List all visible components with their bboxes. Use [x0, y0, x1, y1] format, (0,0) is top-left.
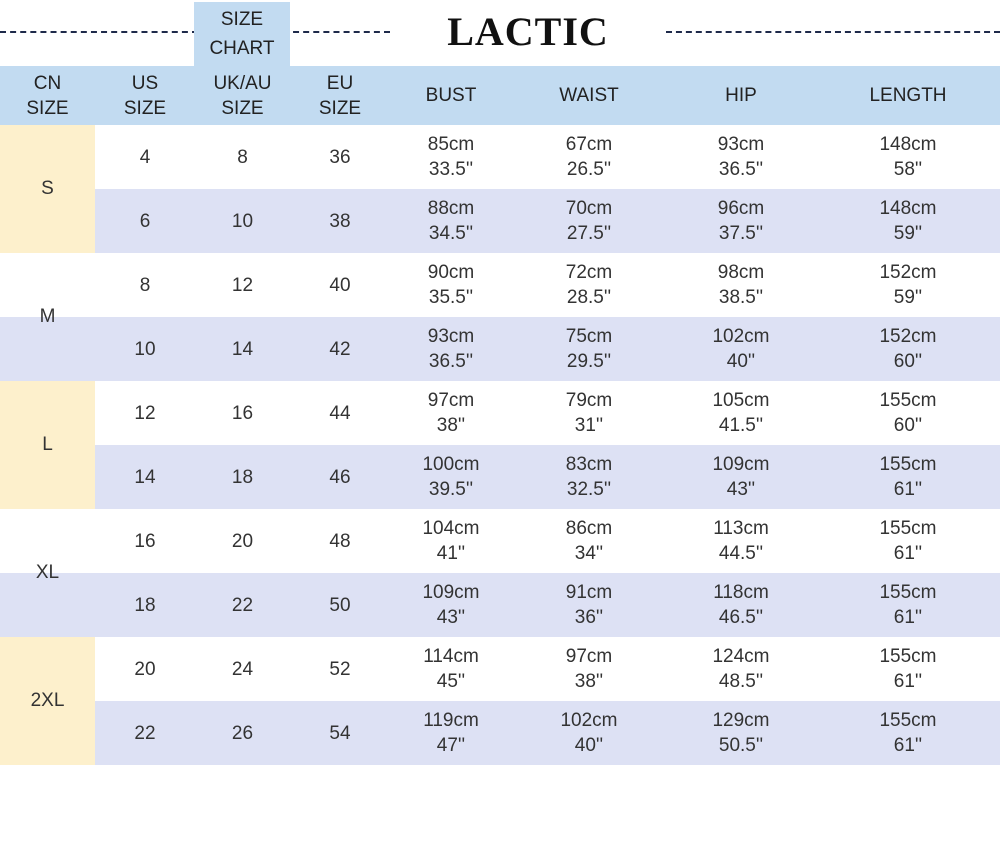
cell-len-cm: 155cm [879, 518, 937, 539]
cell-len-cm: 155cm [879, 454, 937, 475]
cell-waist [512, 509, 666, 573]
cell-waist-inch: 29.5'' [566, 351, 612, 372]
cell-waist-cm: 86cm [565, 518, 613, 539]
cell-waist-inch: 31'' [574, 415, 604, 436]
cell-uk: 22 [231, 594, 254, 616]
cell-bust-inch: 39.5'' [428, 479, 474, 500]
cell-hip-cm: 109cm [712, 454, 770, 475]
cell-bust [390, 189, 512, 253]
cell-waist-cm: 102cm [560, 710, 618, 731]
cell-hip-cm: 93cm [717, 134, 765, 155]
header-label: SIZE [221, 97, 264, 119]
cell-hip [666, 189, 816, 253]
cell-eu: 44 [329, 402, 351, 424]
cell-len [816, 701, 1000, 765]
cell-hip-cm: 124cm [712, 646, 770, 667]
cell-len [816, 381, 1000, 445]
cell-hip [666, 509, 816, 573]
cell-bust [390, 253, 512, 317]
cell-bust [390, 573, 512, 637]
cell-uk: 24 [231, 658, 254, 680]
cell-len [816, 573, 1000, 637]
cn-size-cell: M [39, 306, 56, 327]
cell-hip-inch: 43'' [726, 479, 756, 500]
cn-size-cell: XL [35, 562, 60, 583]
cell-waist-cm: 79cm [565, 390, 613, 411]
cell-bust [390, 509, 512, 573]
cell-hip-inch: 36.5'' [718, 159, 764, 180]
cell-hip [666, 573, 816, 637]
header-us-size [95, 66, 195, 125]
table-row [0, 701, 1000, 765]
cell-bust-cm: 104cm [422, 518, 480, 539]
cell-us: 6 [139, 210, 151, 232]
cell-eu: 36 [329, 146, 351, 168]
cell-len-cm: 148cm [879, 198, 937, 219]
header-label: CN [33, 72, 62, 94]
size-chart-label-line2: CHART [209, 38, 275, 59]
cell-bust-cm: 100cm [422, 454, 480, 475]
cell-eu: 48 [329, 530, 351, 552]
cell-hip-cm: 129cm [712, 710, 770, 731]
cell-len-cm: 152cm [879, 262, 937, 283]
cell-waist-inch: 32.5'' [566, 479, 612, 500]
cell-hip-inch: 48.5'' [718, 671, 764, 692]
cell-hip [666, 125, 816, 189]
cell-uk: 16 [231, 402, 254, 424]
cell-bust [390, 125, 512, 189]
cell-hip-inch: 41.5'' [718, 415, 764, 436]
cell-us: 8 [139, 274, 151, 296]
cell-hip-cm: 118cm [713, 582, 769, 603]
cell-len [816, 125, 1000, 189]
cell-bust-inch: 34.5'' [428, 223, 474, 244]
cell-waist-cm: 91cm [565, 582, 613, 603]
cell-uk: 26 [231, 722, 254, 744]
cell-bust-cm: 119cm [423, 710, 479, 731]
size-chart-label [194, 2, 290, 66]
cell-bust-cm: 85cm [427, 134, 475, 155]
cell-bust-inch: 45'' [436, 671, 466, 692]
cell-waist [512, 125, 666, 189]
header-label: BUST [425, 85, 477, 106]
header-label: SIZE [26, 97, 69, 119]
cell-waist-cm: 70cm [565, 198, 613, 219]
cell-us: 22 [134, 722, 156, 744]
cell-bust-inch: 33.5'' [428, 159, 474, 180]
cell-len-inch: 58'' [893, 159, 923, 180]
table-row [0, 317, 1000, 381]
cell-hip-inch: 38.5'' [718, 287, 764, 308]
cell-waist-cm: 83cm [565, 454, 613, 475]
cell-us: 20 [134, 658, 156, 680]
cell-hip-inch: 37.5'' [718, 223, 764, 244]
cell-hip-inch: 50.5'' [718, 735, 764, 756]
title-bar [0, 0, 1000, 66]
cell-waist [512, 445, 666, 509]
cell-hip [666, 317, 816, 381]
table-row [0, 573, 1000, 637]
cell-hip [666, 445, 816, 509]
cell-us: 18 [134, 594, 156, 616]
cell-waist [512, 253, 666, 317]
cell-bust [390, 317, 512, 381]
cell-waist-inch: 27.5'' [566, 223, 612, 244]
cell-waist [512, 573, 666, 637]
cell-bust-inch: 43'' [436, 607, 466, 628]
cell-len [816, 509, 1000, 573]
cell-hip-cm: 96cm [717, 198, 765, 219]
table-row [0, 445, 1000, 509]
cell-us: 14 [134, 466, 156, 488]
cell-bust-cm: 93cm [427, 326, 475, 347]
cell-hip-cm: 113cm [713, 518, 769, 539]
cell-uk: 8 [237, 146, 248, 168]
cell-waist-inch: 34'' [574, 543, 604, 564]
cell-len-inch: 59'' [893, 223, 923, 244]
cell-hip-cm: 98cm [717, 262, 765, 283]
header-bust [390, 66, 512, 125]
cell-len-cm: 155cm [879, 646, 937, 667]
cell-bust-inch: 41'' [436, 543, 466, 564]
cn-size-cell: S [0, 125, 95, 253]
cn-size-cell: 2XL [0, 637, 95, 765]
cell-bust-inch: 38'' [436, 415, 466, 436]
header-hip [666, 66, 816, 125]
cell-bust-inch: 35.5'' [428, 287, 474, 308]
cell-waist-inch: 28.5'' [566, 287, 612, 308]
cell-us: 10 [134, 338, 156, 360]
cell-hip [666, 701, 816, 765]
cell-len [816, 189, 1000, 253]
cell-uk: 10 [231, 210, 254, 232]
cell-us: 12 [134, 402, 156, 424]
cell-len-inch: 61'' [893, 607, 923, 628]
cell-waist-cm: 97cm [565, 646, 613, 667]
cell-waist-cm: 75cm [565, 326, 613, 347]
cell-bust [390, 381, 512, 445]
cell-waist [512, 189, 666, 253]
cell-eu: 50 [329, 594, 351, 616]
header-waist [512, 66, 666, 125]
header-label: WAIST [559, 85, 619, 106]
header-label: UK/AU [213, 72, 272, 94]
cell-waist [512, 637, 666, 701]
cell-waist [512, 317, 666, 381]
cell-waist-inch: 40'' [574, 735, 604, 756]
cell-eu: 46 [329, 466, 351, 488]
cell-bust-inch: 47'' [436, 735, 466, 756]
cell-hip-inch: 44.5'' [718, 543, 764, 564]
cell-len-inch: 61'' [893, 479, 923, 500]
cell-len-inch: 59'' [893, 287, 923, 308]
cell-len-inch: 60'' [893, 351, 923, 372]
cell-eu: 38 [329, 210, 351, 232]
cn-size-cell: L [0, 381, 95, 509]
cell-len-cm: 148cm [879, 134, 937, 155]
cell-len [816, 637, 1000, 701]
header-ukau-size [195, 66, 290, 125]
table-row [0, 509, 1000, 573]
header-label: US [131, 72, 159, 94]
cell-waist-inch: 36'' [574, 607, 604, 628]
size-chart-label-line1: SIZE [220, 9, 264, 30]
cell-bust [390, 445, 512, 509]
header-length [816, 66, 1000, 125]
cell-len-cm: 152cm [879, 326, 937, 347]
cell-uk: 14 [231, 338, 254, 360]
cell-len-inch: 61'' [893, 735, 923, 756]
cell-bust-cm: 114cm [423, 646, 479, 667]
cell-bust-cm: 97cm [427, 390, 475, 411]
cell-waist-inch: 26.5'' [566, 159, 612, 180]
cell-len-inch: 60'' [893, 415, 923, 436]
cell-eu: 52 [329, 658, 351, 680]
cell-bust-inch: 36.5'' [428, 351, 474, 372]
cell-len-cm: 155cm [879, 710, 937, 731]
cell-hip-cm: 105cm [712, 390, 770, 411]
cell-waist-cm: 72cm [565, 262, 613, 283]
cell-waist [512, 701, 666, 765]
cell-waist-cm: 67cm [565, 134, 613, 155]
table-header [0, 66, 1000, 125]
table-row [0, 189, 1000, 253]
cell-bust [390, 701, 512, 765]
header-label: SIZE [123, 97, 167, 119]
cell-len [816, 253, 1000, 317]
cell-len-inch: 61'' [893, 543, 923, 564]
cell-bust-cm: 90cm [427, 262, 475, 283]
brand-title: LACTIC [447, 9, 609, 54]
header-label: EU [326, 72, 354, 94]
table-row [0, 125, 1000, 189]
cell-len-cm: 155cm [879, 390, 937, 411]
cell-hip-inch: 40'' [726, 351, 756, 372]
cell-hip [666, 381, 816, 445]
header-label: LENGTH [869, 85, 947, 106]
cell-hip-inch: 46.5'' [718, 607, 764, 628]
dashed-rule-right [666, 31, 1000, 33]
cell-len-cm: 155cm [879, 582, 937, 603]
cell-len-inch: 61'' [893, 671, 923, 692]
cell-len [816, 445, 1000, 509]
header-eu-size [290, 66, 390, 125]
header-label: SIZE [318, 97, 362, 119]
cell-hip [666, 253, 816, 317]
cell-len [816, 317, 1000, 381]
header-cn-size [0, 66, 95, 125]
cell-eu: 42 [329, 338, 351, 360]
cell-eu: 54 [329, 722, 351, 744]
cell-us: 4 [139, 146, 151, 168]
cell-uk: 20 [231, 530, 254, 552]
cell-bust-cm: 109cm [422, 582, 480, 603]
cell-waist-inch: 38'' [574, 671, 604, 692]
cell-hip [666, 637, 816, 701]
cell-hip-cm: 102cm [712, 326, 770, 347]
cell-bust-cm: 88cm [427, 198, 475, 219]
table-row [0, 253, 1000, 317]
cell-waist [512, 381, 666, 445]
cell-uk: 12 [231, 274, 254, 296]
header-label: HIP [725, 85, 757, 106]
table-row [0, 637, 1000, 701]
cell-bust [390, 637, 512, 701]
cell-us: 16 [134, 530, 156, 552]
cell-eu: 40 [329, 274, 351, 296]
table-row [0, 381, 1000, 445]
cell-uk: 18 [231, 466, 254, 488]
